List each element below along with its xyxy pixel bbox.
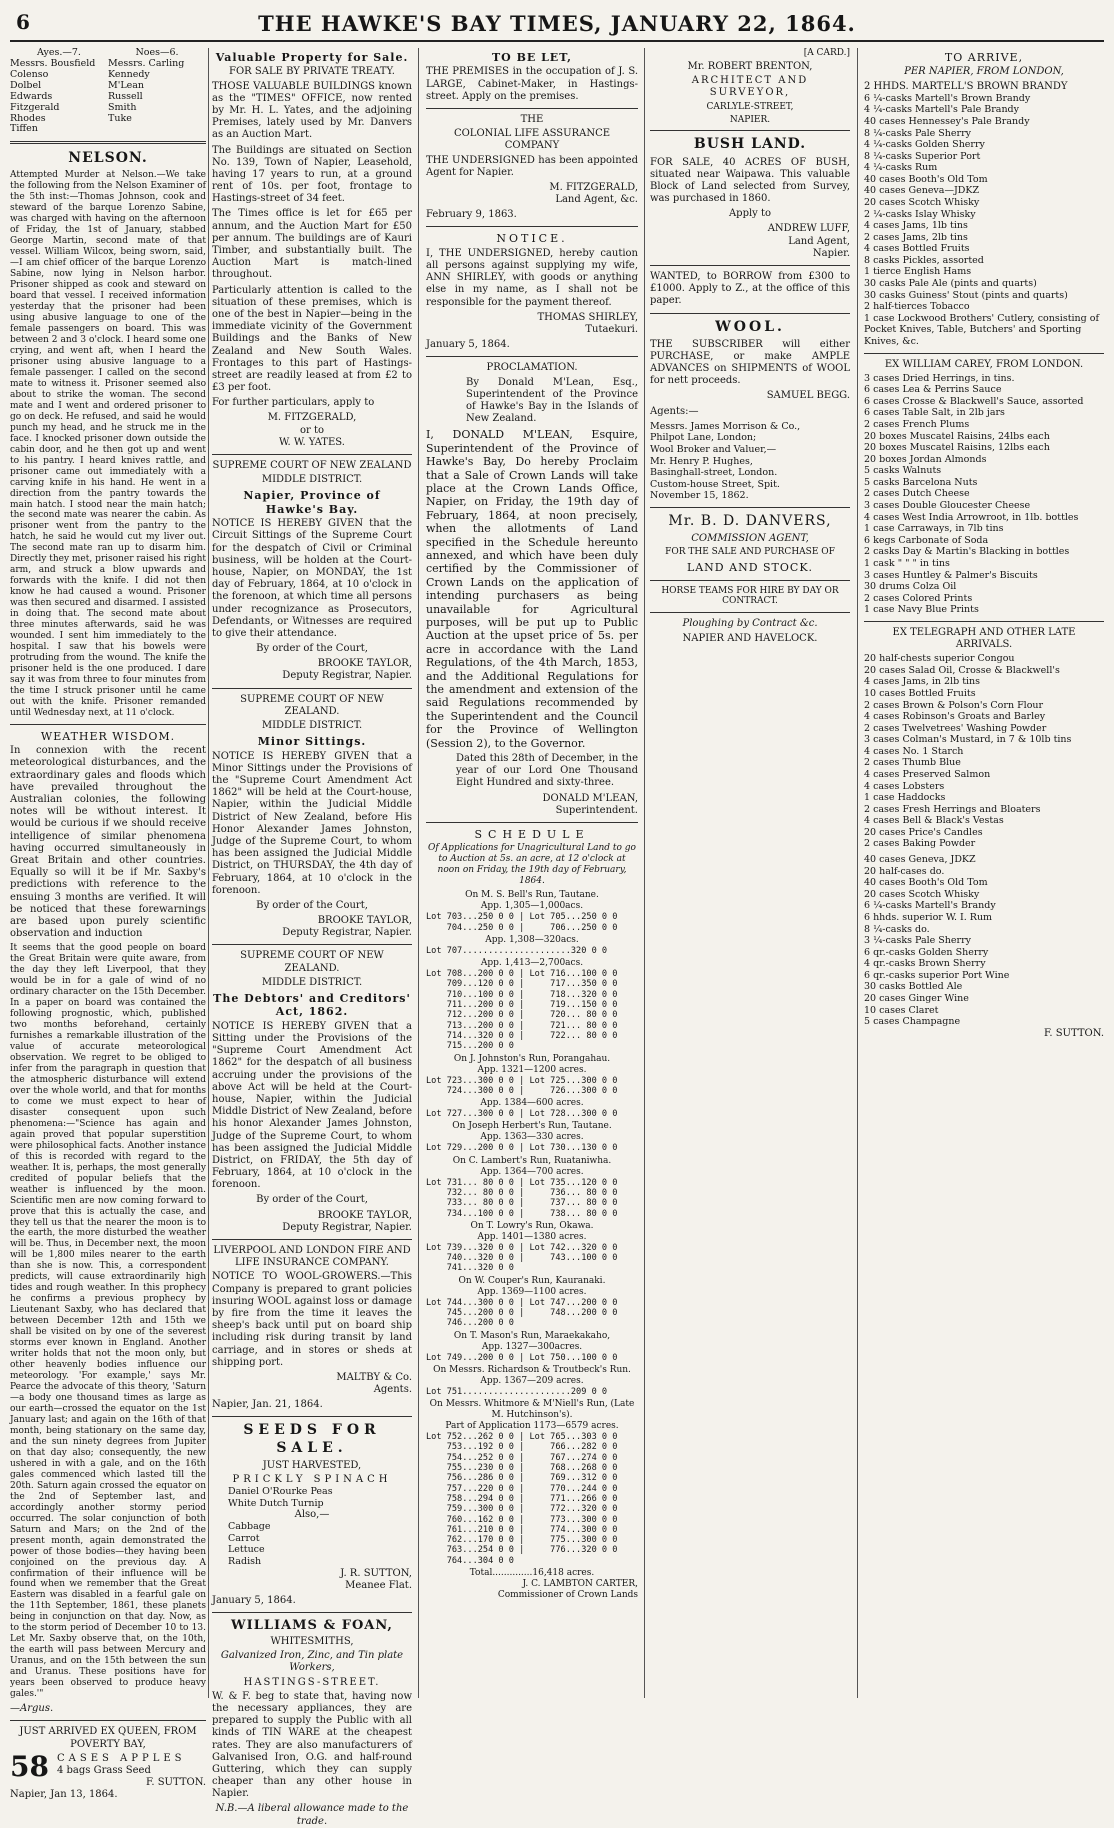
schedule-heading: SCHEDULE [474,828,590,841]
arrive-subheading: PER NAPIER, FROM LONDON, [904,66,1064,78]
to-let-heading: TO BE LET, [491,51,573,64]
proclamation-body: I, DONALD M'LEAN, Esquire, Superintendent of the Province of Hawke's Bay, Do hereby Proclaim that a Sale of Crown Lands will take place at the Crown Lands Office, Napier, on Friday, the 19th day of February, 1864, at noon precisely, when the allotments of Land specified in the Schedule hereunto annexed, and which have been duly certified by the Commissioner of Crown Lands on the application of intending purchasers as being unavailable for Agricultural purposes, will be put up to Public Auction at the upset price of 5s. per acre in accordance with the Land Regulations, of the 4th March, 1853, and the Additional Regulations for the amendment and extension of the said Regulations recommended by the Superintendent and the Council for the Province of Wellington (Session 2), to the Governor. [426,428,638,750]
column-divider [418,48,419,1698]
schedule-total: Total..............16,418 acres. [469,1568,595,1579]
divider [650,265,850,266]
seeds-main-item: PRICKLY SPINACH [232,1473,392,1485]
wool-notice: THE SUBSCRIBER will either PURCHASE, or make AMPLE ADVANCES on SHIPMENTS of WOOL for nett proceeds. [650,338,850,387]
proclamation-by: By Donald M'Lean, Esq., Superintendent of the Province of Hawke's Bay in the Islands of New Zealand. [466,376,638,425]
divider [864,353,1104,354]
card-title: ARCHITECT AND SURVEYOR, [691,75,809,99]
telegraph-heading: EX TELEGRAPH AND OTHER LATE ARRIVALS. [892,626,1076,651]
court1-heading: SUPREME COURT OF NEW ZEALAND [212,460,412,472]
colonial-date: February 9, 1863. [426,209,517,221]
weather-paragraph-1: In connexion with the recent meteorological disturbances, and the extraordinary gales and floods which have prevailed throughout the Australian colonies, the following notes will be without interest. It would be curious if we should receive intelligence of similar phenomena having occurred simultaneously in Great Britain and other countries. Equally so will it be if Mr. Saxby's predictions with reference to the ensuing 3 months are verified. It will be noticed that these forewarnings are based upon purely scientific observation and induction [10,745,206,940]
williams-foan-notice: W. & F. beg to state that, having now the necessary appliances, they are prepared to supply the Public with all kinds of TIN WARE at the cheapest rates. They are also manufacturers of Galvanised Iron, O.G. and half-round Guttering, which they can supply cheaper than any other house in Napier. [212,1690,412,1800]
proclamation-signature: DONALD M'LEAN, Superintendent. [542,792,638,816]
carey-heading: EX WILLIAM CAREY, FROM LONDON. [884,358,1084,370]
divider [212,1416,412,1417]
divider [212,688,412,689]
noes-list: Messrs. Carling Kennedy M'Lean Russell Smith Tuke [108,57,185,124]
bush-land-notice: FOR SALE, 40 ACRES OF BUSH, situated near Waipawa. This valuable Block of Land selected from Survey, was purchased in 1860. [650,156,850,205]
nelson-article: Attempted Murder at Nelson.—We take the following from the Nelson Examiner of the 5th inst:—Thomas Johnson, cook and steward of the barque Lorenzo Sabine, was charged with having on the afternoon of Friday, the 1st of January, stabbed George Martin, second mate of that vessel. William Wilcox, being sworn, said,—I am chief officer of the barque Lorenzo Sabine, now lying in Nelson harbor. Prisoner shipped as cook and steward on board that vessel. I received information yesterday that the prisoner had been using abusive language to one of the female passengers on board. This was between 2 and 3 o'clock. I heard some one crying, and went aft, when I heard the prisoner using abusive language to a female passenger. I called on the second mate to witness it. Prisoner seemed also about to strike the woman. The second mate and I went and ordered prisoner to go on deck. He refused, and said he would punch my head, and he struck me in the face. I knocked prisoner down outside the cabin door, and he then got up and went to his pantry. I heard knives rattle, and prisoner came out immediately with a carving knife in his hand. He went in a direction from the pantry towards the main hatch. I stood near the main hatch; the second mate was nearer the cabin. As prisoner went from the pantry to the hatch, he said he would cut my liver out. The second mate ran up to disarm him. Directly they met, prisoner raised his right arm, and struck a blow upwards and forwards with the knife. I did not then know he had caused a wound. Prisoner was then secured and disarmed. I assisted in doing that. The second mate about three minutes afterwards, said he was wounded. I sent him immediately to the hospital. I saw that his bowels were protruding from the wound. The knife the prisoner held is the one produced. I dare say it was from three to four minutes from the time I struck prisoner until he came out with the knife. Prisoner remanded until Wednesday next, at 11 o'clock. [10,170,206,718]
run-name: On J. Johnston's Run, Porangahau. [453,1053,611,1064]
court2-district: MIDDLE DISTRICT. [261,720,363,732]
notice-body: I, THE UNDERSIGNED, hereby caution all persons against supplying my wife, ANN SHIRLEY, with goods or anything else in my name, as I shall not be responsible for the payment thereof. [426,247,638,308]
run-application: App. 1327—300acres. [481,1341,583,1352]
newspaper-title: THE HAWKE'S BAY TIMES, JANUARY 22, 1864. [258,11,856,36]
danvers-title: COMMISSION AGENT, [691,532,809,544]
run-lots: Lot 749...200 0 0 | Lot 750...100 0 0 [426,1352,618,1363]
valuable-property-p5: For further particulars, apply to [212,397,375,409]
danvers-name: Mr. B. D. DANVERS, [668,512,832,529]
court1-title: Napier, Province of Hawke's Bay. [243,489,381,516]
seeds-list-1: Daniel O'Rourke Peas White Dutch Turnip [228,1485,333,1509]
run-lots: Lot 703...250 0 0 | Lot 705...250 0 0 704...250 0 0 | 706...250 0 0 [426,912,618,933]
telegraph-list: 20 half-chests superior Congou 20 cases Salad Oil, Crosse & Blackwell's 4 cases Jams, in 2lb tins 10 cases Bottled Fruits 2 cases Brown & Polson's Corn Flour 4 cases Robinson's Groats and Barley 2 cases Twelvetrees' Washing Powder 3 cases Colman's Mustard, in 7 & 10lb tins 4 cases No. 1 Starch 2 cases Thumb Blue 4 cases Preserved Salmon 4 cases Lobsters 1 case Haddocks 2 cases Fresh Herrings and Bloaters 4 cases Bell & Black's Vestas 20 cases Price's Candles 2 cases Baking Powder [864,653,1072,850]
notice-heading: NOTICE. [496,232,568,246]
williams-foan-nb: N.B.—A liberal allowance made to the trade. [215,1803,409,1827]
column-5 [864,48,1104,1700]
divider [650,313,850,314]
card-address: CARLYLE-STREET, [706,101,794,112]
bush-land-apply: Apply to [728,208,772,220]
to-let-notice: THE PREMISES in the occupation of J. S. LARGE, Cabinet-Maker, in Hastings-street. Apply on the premises. [426,66,638,102]
williams-foan-heading: WILLIAMS & FOAN, [231,1618,393,1634]
column-divider [208,48,209,1698]
run-application: App. 1321—1200 acres. [477,1064,587,1075]
court3-title: The Debtors' and Creditors' Act, 1862. [213,992,411,1019]
run-application: App. 1367—209 acres. [480,1375,584,1386]
colonial-notice: THE UNDERSIGNED has been appointed Agent for Napier. [426,154,638,178]
court3-district: MIDDLE DISTRICT. [261,976,363,988]
schedule-run [426,935,638,956]
schedule-runs [426,890,638,1566]
schedule-signature: J. C. LAMBTON CARTER, Commissioner of Crown Lands [497,1579,638,1601]
wanted-notice: WANTED, to BORROW from £300 to £1000. Apply to Z., at the office of this paper. [650,271,850,307]
run-lots: Lot 727...300 0 0 | Lot 728...300 0 0 [426,1109,618,1120]
divider [426,356,638,357]
schedule-run [426,1121,638,1153]
run-lots: Lot 744...300 0 0 | Lot 747...200 0 0 745...200 0 0 | 748...200 0 0 746...200 0 0 [426,1297,618,1329]
bush-land-signature: ANDREW LUFF, Land Agent, Napier. [767,223,850,259]
valuable-property-p4: Particularly attention is called to the situation of these premises, which is one of the best in Napier—being in the immediate vicinity of the Government Buildings and the Banks of New Zealand and New South Wales. Frontages to this part of Hastings-street are readily leased at from £2 to £3 per foot. [212,284,412,394]
danvers-place: NAPIER AND HAVELOCK. [682,632,818,644]
insurance-signature: MALTBY & Co. Agents. [336,1371,412,1396]
wool-agents: Messrs. James Morrison & Co., Philpot Lane, London; Wool Broker and Valuer,— Mr. Henry P. Hughes, Basinghall-street, London. Custom-house Street, Spit. November 15, 1862. [650,420,801,502]
run-application: App. 1,308—320acs. [485,934,579,945]
run-name: On Messrs. Whitmore & M'Niell's Run, (Late M. Hutchinson's). [429,1399,635,1421]
proclamation-heading: PROCLAMATION. [486,362,578,374]
page-number: 6 [16,10,30,34]
danvers-horse-teams: HORSE TEAMS FOR HIRE BY DAY OR CONTRACT. [661,585,839,607]
court2-heading: SUPREME COURT OF NEW ZEALAND. [240,693,384,717]
run-name: On M. S. Bell's Run, Tautane. [465,890,599,901]
divider [212,1612,412,1613]
divider [650,130,850,131]
court2-title: Minor Sittings. [257,735,367,749]
court1-order: By order of the Court, [256,643,368,655]
colonial-the: THE [520,113,544,125]
run-application: App. 1384—600 acres. [480,1098,584,1109]
arrive-heading: TO ARRIVE, [944,51,1024,64]
run-application: App. 1364—700 acres. [480,1166,584,1177]
arrive-first-item: 2 HHDS. MARTELL'S BROWN BRANDY [864,80,1068,92]
seeds-also: Also,— [294,1509,330,1521]
card-town: NAPIER. [729,114,771,125]
run-lots: Lot 751.....................209 0 0 [426,1386,608,1397]
column-3 [426,48,638,1700]
card-label: [A CARD.] [803,48,850,58]
nelson-heading: NELSON. [68,150,148,167]
bush-land-heading: BUSH LAND. [693,136,807,153]
divider [10,141,206,144]
danvers-subtitle-2: LAND AND STOCK. [686,561,814,575]
run-name: On T. Mason's Run, Maraekakaho, [453,1330,611,1341]
run-lots: Lot 729...200 0 0 | Lot 730...130 0 0 [426,1143,618,1154]
carey-list: 3 cases Dried Herrings, in tins. 6 cases Lea & Perrins Sauce 6 cases Crosse & Blackwell's Sauce, assorted 6 cases Table Salt, in 2lb jars 2 cases French Plums 20 boxes Muscatel Raisins, 24lbs each 20 boxes Muscatel Raisins, 12lbs each 20 boxes Jordan Almonds 5 casks Walnuts 5 casks Barcelona Nuts 2 cases Dutch Cheese 3 cases Double Gloucester Cheese 4 cases West India Arrowroot, in 1lb. bottles 1 case Carraways, in 7lb tins 6 kegs Carbonate of Soda 2 casks Day & Martin's Blacking in bottles 1 cask " " " in tins 3 cases Huntley & Palmer's Biscuits 30 drums Colza Oil 2 cases Colored Prints 1 case Navy Blue Prints [864,372,1084,616]
run-application: App. 1363—330 acres. [480,1132,584,1143]
column-divider [857,48,858,1698]
divider [426,822,638,823]
danvers-subtitle: FOR THE SALE AND PURCHASE OF [665,547,835,558]
williams-foan-trade-2: Galvanized Iron, Zinc, and Tin plate Workers, [220,1650,404,1674]
division-list [10,48,206,135]
run-application: App. 1,305—1,000acs. [480,901,584,912]
arrived-item-2: 4 bags Grass Seed [56,1764,151,1776]
court3-order: By order of the Court, [256,1194,368,1206]
schedule-run [426,958,638,1051]
seeds-heading: SEEDS FOR SALE. [243,1422,381,1456]
divider [864,621,1104,622]
column-divider [644,48,645,1698]
run-application: App. 1401—1380 acres. [477,1231,587,1242]
run-application: App. 1369—1100 acres. [477,1286,587,1297]
weather-heading: WEATHER WISDOM. [40,729,176,743]
court2-signature: BROOKE TAYLOR, Deputy Registrar, Napier. [282,915,412,939]
divider [10,724,206,725]
wool-signature: SAMUEL BEGG. [766,390,850,402]
divider [212,944,412,945]
valuable-property-subheading: FOR SALE BY PRIVATE TREATY. [229,66,395,78]
schedule-run [426,1399,638,1566]
divider [650,612,850,613]
arrived-date: Napier, Jan 13, 1864. [10,1789,118,1801]
run-lots: Lot 731... 80 0 0 | Lot 735...120 0 0 732... 80 0 0 | 736... 80 0 0 733... 80 0 0 | 737... 80 0 0 734...100 0 0 | 738... 80 0 0 [426,1177,618,1219]
weather-source: —Argus. [10,1703,54,1715]
proclamation-dated: Dated this 28th of December, in the year of our Lord One Thousand Eight Hundred and sixty-three. [456,753,638,789]
sutton-signature: F. SUTTON. [1043,1027,1104,1039]
schedule-run [426,890,638,933]
divider [650,580,850,581]
court2-order: By order of the Court, [256,899,368,911]
run-lots: Lot 723...300 0 0 | Lot 725...300 0 0 724...300 0 0 | 726...300 0 0 [426,1075,618,1096]
colonial-heading: COLONIAL LIFE ASSURANCE COMPANY [453,128,611,152]
schedule-run [426,1221,638,1274]
divider [212,454,412,455]
weather-paragraph-2: It seems that the good people on board the Great Britain were quite aware, from the day they left Liverpool, that they would be in for a gale of wind of no ordinary character on the 15th December. In a paper on board was contained the following prognostic, which, published two months beforehand, certainly furnishes a remarkable illustration of the value of accurate meteorological observation. We regret to be obliged to infer from the paragraph in question that the atmospheric disturbance will extend over the whole world, and that for months to come we must expect to hear of disaster consequent upon such phenomena:—"Science has again and again proved that popular superstition were philosophical facts. Another instance of this is recorded with regard to the weather. It is, perhaps, the most generally credited of popular beliefs that the weather is influenced by the moon. Scientific men are now coming forward to prove that this is actually the case, and they tell us that the nearer the moon is to the earth, the more disturbed the weather will be. Thus, in December next, the moon will be 1,800 miles nearer to the earth than she is now. This, a correspondent predicts, will cause extraordinarily high tides and rough weather. In this prophecy he confirms a previous prophecy by Lieutenant Saxby, who has declared that between December 12th and 15th we shall be visited on by one of the severest storms ever known in England. Another writer holds that not the moon only, but other heavenly bodies influence our meteorology. 'For example,' says Mr. Pearce the advocate of this theory, 'Saturn—a body one thousand times as large as our earth—crossed the equator on the 1st January last; and again on the 16th of that month, being stationary on the same day, and the sun ninety degrees from Jupiter on that day also; consequently, the new ushered in with a gale, and on the 16th gales commenced which lasted till the 20th. Saturn again crossed the equator on the 2nd of September last, and accordingly another stormy period occurred. The solar conjunction of both Saturn and Mars; on the 2nd of the present month, again demonstrated the power of those bodies—they having been conjoined on the previous day. A confirmation of their influence will be found when we remember that the Great Eastern was disabled in a fearful gale on the 11th September, 1861, these planets being in conjunction on that day. Now, as to the storm period of December 10 to 13. Let Mr. Saxby observe that, on the 10th, the earth will pass between Mercury and Uranus, and on the 15th between the sun and Uranus. These positions have for years been observed to produce heavy gales.'" [10,943,206,1700]
ayes-list: Messrs. Bousfield Colenso Dolbel Edwards Fitzgerald Rhodes Tiffen [10,57,96,135]
column-2 [212,48,412,1827]
column-4 [650,48,850,1700]
arrived-item: CASES APPLES [56,1752,186,1764]
valuable-property-p3: The Times office is let for £65 per annum, and the Auction Mart for £50 per annum. The buildings are of Kauri Timber, and substantially built. The Auction Mart is match-lined throughout. [212,208,412,281]
insurance-notice: NOTICE TO WOOL-GROWERS.—This Company is prepared to grant policies insuring WOOL against loss or damage by fire from the time it leaves the sheep's back until put on board ship including risk during transit by land carriage, and in stores or sheds at shipping port. [212,1271,412,1368]
run-name: On W. Couper's Run, Kauranaki. [458,1275,606,1286]
court3-notice: NOTICE IS HEREBY GIVEN that a Sitting under the Provisions of the "Supreme Court Amendment Act 1862" for the despatch of all business accruing under the provisions of the above Act will be held at the Court-house, Napier, within the Judicial Middle District of New Zealand, before his honor Alexander James Johnston, Judge of the Supreme Court, to whom has been assigned the Judicial Middle District, on FRIDAY, the 5th day of February, 1864, at 10 o'clock in the forenoon. [212,1020,412,1191]
insurance-date: Napier, Jan. 21, 1864. [212,1399,323,1411]
run-name: On C. Lambert's Run, Ruataniwha. [452,1155,612,1166]
schedule-run [426,1365,638,1397]
seeds-date: January 5, 1864. [212,1595,296,1606]
valuable-property-p2: The Buildings are situated on Section No. 139, Town of Napier, Leasehold, having 17 years to run, at a ground rent of 10s. per foot, frontage to Hastings-street of 34 feet. [212,144,412,205]
arrived-signature: F. SUTTON. [145,1777,206,1789]
arrived-quantity: 58 [10,1749,49,1783]
divider [426,108,638,109]
notice-date: January 5, 1864. [426,339,510,351]
noes-heading: Noes—6. [135,47,179,58]
masthead [10,6,1104,42]
run-name: On Joseph Herbert's Run, Tautane. [452,1121,612,1132]
divider [212,1239,412,1240]
schedule-run [426,1098,638,1119]
run-name: On T. Lowry's Run, Okawa. [470,1220,594,1231]
run-lots: Lot 707.....................320 0 0 [426,945,608,956]
divider [10,1720,206,1721]
court1-notice: NOTICE IS HEREBY GIVEN that the Circuit Sittings of the Supreme Court for the despatch of Civil or Criminal business, will be holden at the Court-house, Napier, on MONDAY, the 1st day of February, 1864, at 10 o'clock in the forenoon, at which time all persons under recognizance as Prosecutors, Defendants, or Witnesses are required to give their attendance. [212,518,412,639]
run-lots: Lot 752...262 0 0 | Lot 765...303 0 0 753...192 0 0 | 766...282 0 0 754...252 0 0 | 767...274 0 0 755...230 0 0 | 768...268 0 0 756...286 0 0 | 769...312 0 0 757...220 0 0 | 770...244 0 0 758...294 0 0 | 771...266 0 0 759...300 0 0 | 772...320 0 0 760...162 0 0 | 773...300 0 0 761...210 0 0 | 774...300 0 0 762...170 0 0 | 775...300 0 0 763...254 0 0 | 776...320 0 0 764...304 0 0 [426,1432,618,1566]
run-lots: Lot 708...200 0 0 | Lot 716...100 0 0 709...120 0 0 | 717...350 0 0 710...100 0 0 | 718...320 0 0 711...200 0 0 | 719...150 0 0 712...200 0 0 | 720... 80 0 0 713...200 0 0 | 721... 80 0 0 714...320 0 0 | 722... 80 0 0 715...200 0 0 [426,969,618,1052]
court1-district: MIDDLE DISTRICT. [261,474,363,486]
schedule-run [426,1156,638,1219]
run-lots: Lot 739...320 0 0 | Lot 742...320 0 0 740...320 0 0 | 743...100 0 0 741...320 0 0 [426,1242,618,1274]
schedule-run [426,1054,638,1097]
insurance-heading: LIVERPOOL AND LONDON FIRE AND LIFE INSURANCE COMPANY. [213,1245,411,1269]
column-1 [10,47,206,1801]
more-list: 40 cases Geneva, JDKZ 20 half-cases do. 40 cases Booth's Old Tom 20 cases Scotch Whisky 6 ¼-casks Martell's Brandy 6 hhds. superior W. I. Rum 8 ¼-casks do. 3 ¼-casks Pale Sherry 6 qr.-casks Golden Sherry 4 qr.-casks Brown Sherry 6 qr.-casks superior Port Wine 30 casks Bottled Ale 20 cases Ginger Wine 10 cases Claret 5 cases Champagne [864,854,1010,1028]
danvers-ploughing: Ploughing by Contract &c. [682,618,818,630]
court2-notice: NOTICE IS HEREBY GIVEN that a Minor Sittings under the Provisions of the "Supreme Court Amendment Act 1862" will be held at the Court-house, Napier, within the Judicial Middle District of New Zealand, before His Honor Alexander James Johnston, Judge of the Supreme Court, to whom has been assigned the Judicial Middle District, on THURSDAY, the 4th day of February, 1864, at 10 o'clock in the forenoon. [212,750,412,896]
wool-agents-label: Agents:— [650,405,699,417]
seeds-subheading: JUST HARVESTED, [262,1459,362,1471]
colonial-signature: M. FITZGERALD, Land Agent, &c. [549,181,638,206]
valuable-property-p1: THOSE VALUABLE BUILDINGS known as the "TIMES" OFFICE, now rented by Mr. H. L. Yates, and the adjoining Premises, lately used by Mr. Danvers as an Auction Mart. [212,80,412,141]
schedule-run [426,1276,638,1329]
seeds-signature: J. R. SUTTON, Meanee Flat. [340,1567,412,1591]
court1-signature: BROOKE TAYLOR, Deputy Registrar, Napier. [282,658,412,682]
arrived-notice [10,1749,206,1802]
valuable-property-signature: M. FITZGERALD, or to W. W. YATES. [267,412,357,448]
williams-foan-address: HASTINGS-STREET. [243,1676,381,1688]
valuable-property-heading: Valuable Property for Sale. [215,51,409,64]
arrive-list: 6 ¼-casks Martell's Brown Brandy 4 ¼-casks Martell's Pale Brandy 40 cases Hennessey's Pale Brandy 8 ¼-casks Pale Sherry 4 ¼-casks Golden Sherry 8 ¼-casks Superior Port 4 ¼-casks Rum 40 cases Booth's Old Tom 40 cases Geneva—JDKZ 20 cases Scotch Whisky 2 ¼-casks Islay Whisky 4 cases Jams, 1lb tins 2 cases Jams, 2lb tins 4 cases Bottled Fruits 8 casks Pickles, assorted 1 tierce English Hams 30 casks Pale Ale (pints and quarts) 30 casks Guiness' Stout (pints and quarts) 2 half-tierces Tobacco 1 case Lockwood Brothers' Cutlery, consisting of Pocket Knives, Table, Butchers' and Sporting Knives, &c. [864,92,1099,347]
notice-signature: THOMAS SHIRLEY, Tutaekuri. [537,311,638,335]
seeds-list-2: Cabbage Carrot Lettuce Radish [228,1521,271,1568]
run-application: Part of Application 1173—6579 acres. [445,1421,619,1432]
schedule-subheading: Of Applications for Unagricultural Land to go to Auction at 5s. an acre, at 12 o'clock at noon on Friday, the 19th day of February, 1864. [428,843,636,887]
arrived-heading: JUST ARRIVED EX QUEEN, FROM POVERTY BAY, [19,1726,197,1750]
run-name: On Messrs. Richardson & Troutbeck's Run. [433,1364,631,1375]
court3-heading: SUPREME COURT OF NEW ZEALAND. [240,950,384,974]
divider [426,226,638,227]
court3-signature: BROOKE TAYLOR, Deputy Registrar, Napier. [282,1209,412,1233]
williams-foan-trade: WHITESMITHS, [270,1636,354,1648]
divider [650,507,850,508]
run-application: App. 1,413—2,700acs. [480,958,584,969]
card-name: Mr. ROBERT BRENTON, [687,60,813,72]
wool-heading: WOOL. [715,318,785,335]
schedule-run [426,1331,638,1363]
ayes-heading: Ayes.—7. [37,47,81,58]
